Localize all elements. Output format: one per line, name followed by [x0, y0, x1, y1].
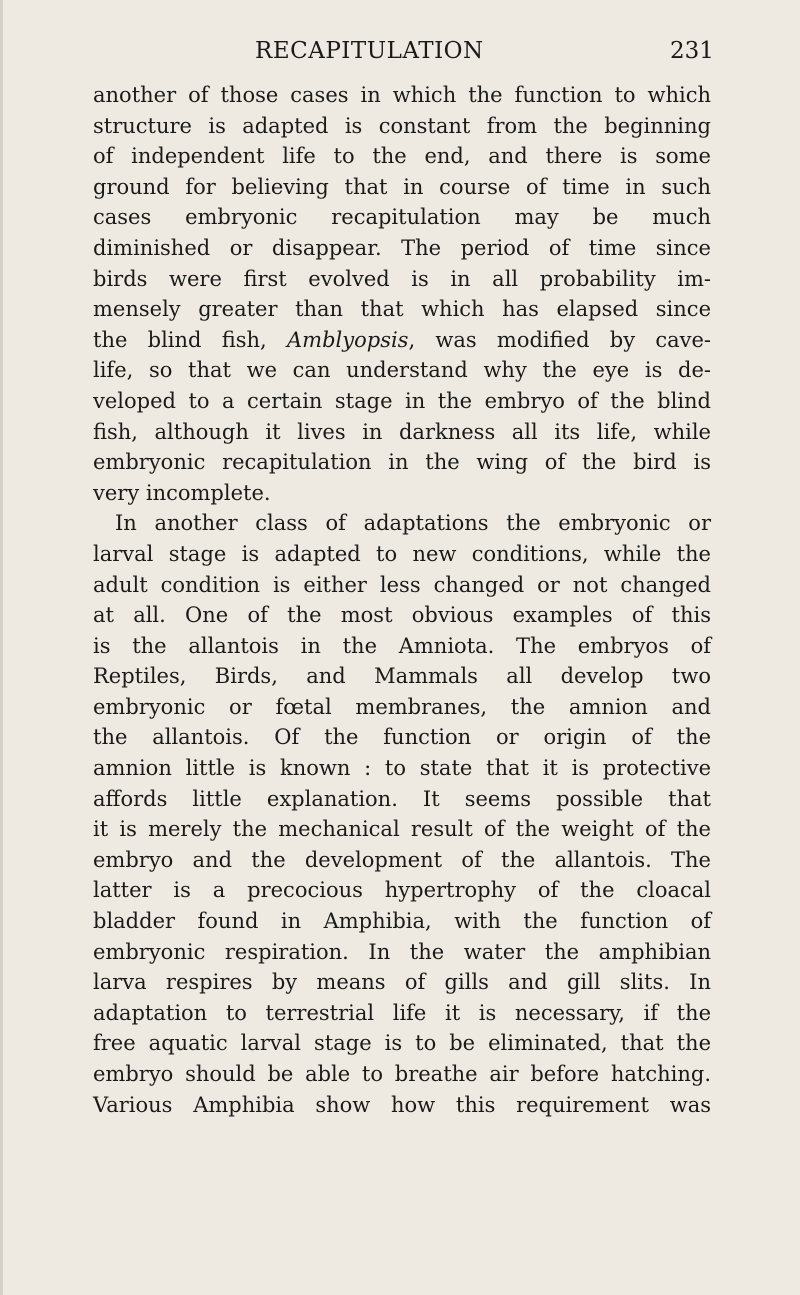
text-line: ground for believing that in course of time in such	[93, 174, 711, 199]
text-line: amnion little is known : to state that it is protective	[93, 756, 711, 781]
text-line: diminished or disappear. The period of time since	[93, 235, 711, 260]
running-head	[0, 36, 800, 66]
text-line: adaptation to terrestrial life it is necessary, if the	[93, 1000, 711, 1025]
text-line: of independent life to the end, and there is some	[93, 144, 711, 169]
text-line: affords little explanation. It seems possible that	[93, 786, 711, 811]
text-line: embryo should be able to breathe air before hatching.	[93, 1062, 711, 1086]
text-line: embryonic recapitulation in the wing of the bird is	[93, 450, 711, 475]
genus-name-italic: Amblyopsis	[287, 327, 409, 352]
text-line: cases embryonic recapitulation may be much	[93, 205, 711, 230]
text-line: Various Amphibia show how this requirement was	[93, 1092, 711, 1117]
text-line: veloped to a certain stage in the embryo of the blind	[93, 388, 711, 413]
text-line: embryonic or fœtal membranes, the amnion and	[93, 694, 711, 719]
text-line: larval stage is adapted to new conditions, while the	[93, 541, 711, 566]
text-line: larva respires by means of gills and gill slits. In	[93, 970, 711, 995]
text-line: adult condition is either less changed or not changed	[93, 572, 711, 597]
text-line	[93, 325, 711, 356]
text-line: it is merely the mechanical result of the weight of the	[93, 817, 711, 842]
text-line: another of those cases in which the function to which	[93, 83, 711, 107]
text-line: at all. One of the most obvious examples of this	[93, 603, 711, 628]
text-line: In another class of adaptations the embryonic or	[115, 511, 711, 536]
text-line: mensely greater than that which has elapsed since	[93, 297, 711, 322]
body-text	[93, 80, 711, 1120]
text-line: structure is adapted is constant from the beginning	[93, 113, 711, 138]
text-segment: , was modified by cave-	[408, 327, 712, 352]
text-line: is the allantois in the Amniota. The embryos of	[93, 633, 711, 658]
text-line: free aquatic larval stage is to be eliminated, that the	[93, 1031, 711, 1056]
page-number: 231	[670, 38, 714, 64]
text-line: Reptiles, Birds, and Mammals all develop two	[93, 664, 711, 689]
text-line: the allantois. Of the function or origin of the	[93, 725, 711, 750]
text-line: birds were first evolved is in all probability im-	[93, 266, 711, 291]
text-line: fish, although it lives in darkness all its life, while	[93, 419, 711, 444]
text-line: life, so that we can understand why the eye is de-	[93, 358, 711, 383]
running-title: RECAPITULATION	[255, 38, 484, 64]
text-line: very incomplete.	[93, 480, 271, 505]
text-line: embryo and the development of the allantois. The	[93, 847, 711, 872]
page-left-edge	[0, 0, 3, 1295]
text-line: embryonic respiration. In the water the amphibian	[93, 939, 711, 964]
text-line: bladder found in Amphibia, with the function of	[93, 909, 711, 934]
text-line: latter is a precocious hypertrophy of the cloacal	[93, 878, 711, 903]
text-segment: the blind fish,	[93, 327, 287, 352]
